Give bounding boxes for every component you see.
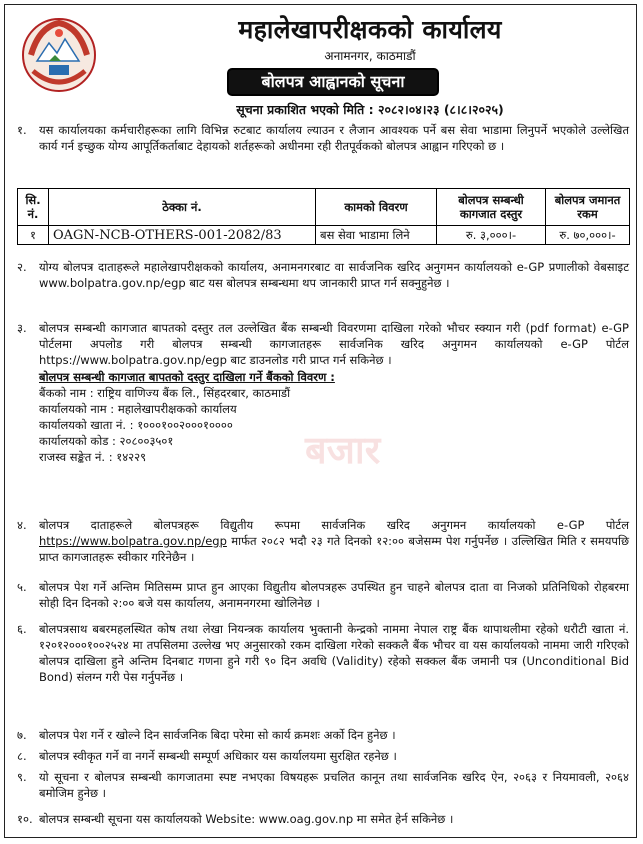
tender-table [17,188,630,245]
table-cell: रु. ३,०००।- [437,226,546,245]
paragraph-text: बोलपत्र दाताहरूले बोलपत्रहरू विद्युतीय रूपमा सार्वजनिक खरिद अनुगमन कार्यालयको e-GP पोर्टल [39,518,629,532]
paragraph-text: बोलपत्र सम्बन्धी कागजात बापतको दस्तुर तल उल्लेखित बैंक सम्बन्धी विवरणमा दाखिला गरेको भौचर स्क्यान गरी (pdf format) e-GP पोर्टलमा अपलोड गरी बोलपत्र सम्बन्धी कागजातहरू सार्वजनिक खरिद अनुगमन कार्यालयको e-GP पोर्टल https://www.bolpatra.gov.np/egp बाट डाउनलोड गरी प्राप्त गर्न सकिनेछ । [39,321,629,367]
paragraph-number: ८. [17,749,27,763]
account-number: कार्यालयको खाता नं. : १०००१००२०००१०००० [39,418,233,432]
nepal-government-emblem-icon [19,15,99,95]
paragraph-text: मार्फत २०८२ भदौ २३ गते दिनको १२:०० बजेसम्म पेश गर्नुपर्नेछ । उल्लिखित मिति र समयपछि प्राप्त कागजातहरू स्वीकार गरिनेछैन । [39,534,630,564]
bank-name: बैंकको नाम : राष्ट्रिय वाणिज्य बैंक लि., सिंहदरबार, काठमाडौं [39,386,291,400]
paragraph-number: १. [17,123,27,137]
table-header: कामको विवरण [316,189,437,226]
paragraph-text: बोलपत्र स्वीकृत गर्ने वा नगर्ने सम्बन्धी सम्पूर्ण अधिकार यस कार्यालयमा सुरक्षित रहनेछ । [39,749,397,763]
paragraph-number: ७. [17,728,27,742]
paragraph-2 [17,259,629,291]
paragraph-text: योग्य बोलपत्र दाताहरूले महालेखापरीक्षकको कार्यालय, अनामनगरबाट वा सार्वजनिक खरिद अनुगमन कार्यालयको e-GP प्रणालीको वेबसाइट www.bolpatra.gov.np/egp बाट यस बोलपत्र सम्बन्धमा थप जानकारी प्राप्त गर्न सक्नुहुनेछ । [39,260,629,290]
egp-portal-link[interactable]: https://www.bolpatra.gov.np/egp [39,534,227,548]
paragraph-4 [17,517,629,565]
office-name-line: कार्यालयको नाम : महालेखापरीक्षकको कार्यालय [39,402,237,416]
published-date: सूचना प्रकाशित भएको मिति : २०८२।०४।२३ (८।८।२०२५) [236,102,504,117]
paragraph-text: यो सूचना र बोलपत्र सम्बन्धी कागजातमा स्पष्ट नभएका विषयहरू प्रचलित कानून तथा सार्वजनिक खरिद ऐन, २०६३ र नियमावली, २०६४ बमोजिम हुनेछ । [39,770,629,800]
paragraph-5 [17,579,629,611]
paragraph-text: बोलपत्र पेश गर्ने र खोल्ने दिन सार्वजनिक बिदा परेमा सो कार्य क्रमशः अर्को दिन हुनेछ । [39,728,396,742]
paragraph-number: ९. [17,770,27,784]
paragraph-10 [17,811,629,827]
table-header: ठेक्का नं. [49,189,316,226]
paragraph-number: २. [17,260,27,274]
paragraph-text: बोलपत्र पेश गर्ने अन्तिम मितिसम्म प्राप्त हुन आएका विद्युतीय बोलपत्रहरू उपस्थित हुन चाहने बोलपत्र दाता वा निजको प्रतिनिधिको रोहबरमा सोही दिन दिनको २:०० बजे यस कार्यालय, अनामनगरमा खोलिनेछ । [39,580,629,610]
paragraph-6 [17,621,629,685]
office-address: अनामनगर, काठमाडौं [324,49,416,63]
office-title: महालेखापरीक्षकको कार्यालय [238,15,502,44]
paragraph-number: ६. [17,622,27,636]
table-cell: १ [18,226,49,245]
table-cell: OAGN-NCB-OTHERS-001-2082/83 [49,226,316,245]
paragraph-number: १०. [17,812,33,826]
bank-details-heading: बोलपत्र सम्बन्धी कागजात बापतको दस्तुर दाखिला गर्ने बैंकको विवरण : [39,370,335,384]
paragraph-8 [17,748,629,764]
paragraph-text: बोलपत्रसाथ बबरमहलस्थित कोष तथा लेखा नियन्त्रक कार्यालय भुक्तानी केन्द्रको नाममा नेपाल राष्ट्र बैंक थापाथलीमा रहेको धरौटी खाता नं. १२०१२०००१००२५२४ मा तपसिलमा उल्लेख भए अनुसारको रकम दाखिला गरेको सक्कलै बैंक भौचर वा यस कार्यालयको नाममा जारी गरिएको बोलपत्र दाखिला हुने अन्तिम दिनबाट गणना हुने गरी ९० दिन अवधि (Validity) रहेको सक्कल बैंक जमानी पत्र (Unconditional Bid Bond) संलग्न गरी पेस गर्नुपर्नेछ । [39,622,629,684]
revenue-code: राजस्व सङ्केत नं. : १४२२९ [39,450,147,464]
table-cell: बस सेवा भाडामा लिने [316,226,437,245]
paragraph-text: यस कार्यालयका कर्मचारीहरूका लागि विभिन्न रुटबाट कार्यालय ल्याउन र लैजान आवश्यक पर्ने बस सेवा भाडामा लिनुपर्ने भएकोले उल्लेखित कार्य गर्न इच्छुक योग्य आपूर्तिकर्ताबाट देहायको शर्तहरूको अधीनमा रही रीतपूर्वकको बोलपत्र आह्वान गरिएको छ । [39,123,629,153]
paragraph-number: ४. [17,518,27,532]
office-code: कार्यालयको कोड : २०८००३५०१ [39,434,174,448]
paragraph-number: ३. [17,321,27,335]
table-header: सि. नं. [18,189,49,226]
paragraph-7 [17,727,629,743]
paragraph-1 [17,122,629,154]
table-header: बोलपत्र सम्बन्धी कागजात दस्तुर [437,189,546,226]
notice-page [4,4,637,838]
table-row [18,226,630,245]
paragraph-text: बोलपत्र सम्बन्धी सूचना यस कार्यालयको Website: www.oag.gov.np मा समेत हेर्न सकिनेछ । [39,812,454,826]
notice-title-banner: बोलपत्र आह्वानको सूचना [227,68,439,96]
table-header: बोलपत्र जमानत रकम [546,189,630,226]
table-cell: रु. ७०,०००।- [546,226,630,245]
paragraph-9 [17,769,629,801]
paragraph-number: ५. [17,580,27,594]
watermark: बजार [305,428,381,472]
